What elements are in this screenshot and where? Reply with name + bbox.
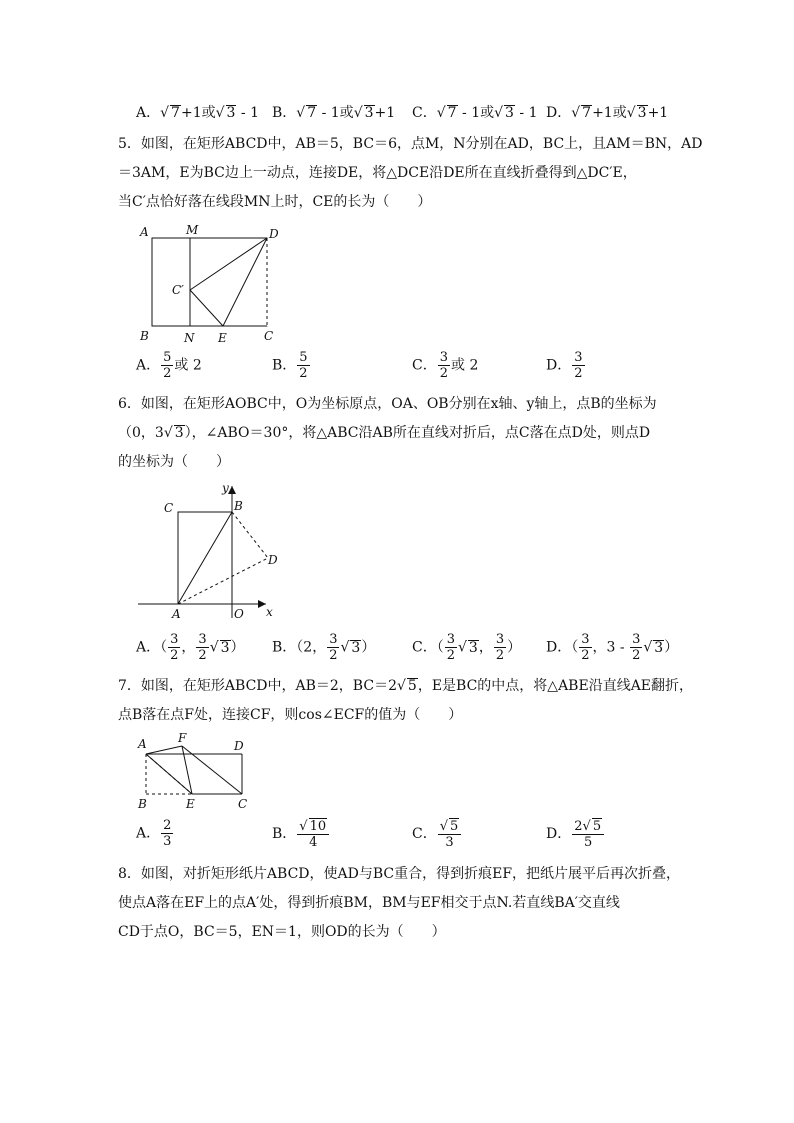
q6-line2: （0，3√ 3），∠ABO＝30°，将△ABC沿AB所在直线对折后，点C落在点D处，则点D [118,425,651,441]
q5-label-e: E [218,331,227,345]
q7-label-d: D [234,739,244,753]
q5-option-b: B． $\frac{5}{2}$ [272,350,308,381]
q8-line2: 使点A落在EF上的点A′处，得到折痕BM，BM与EF相交于点N.若直线BA′交直线 [118,895,620,911]
q5-line3: 当C′点恰好落在线段MN上时，CE的长为（ ） [118,194,432,210]
q5-label-m: M [186,223,199,237]
q5-line2: ＝3AM，E为BC边上一动点，连接DE，将△DCE沿DE所在直线折叠得到△DC′E， [118,165,637,181]
q8-line3: CD于点O，BC＝5，EN＝1，则OD的长为（ ） [118,924,446,940]
question-6 [118,390,678,477]
q5-option-c: C． $\frac{3}{2}$ 或 2 [412,350,479,381]
q7-figure [134,730,264,810]
q5-option-d: D． $\frac{3}{2}$ [546,350,583,381]
q7-line2: 点B落在点F处，连接CF，则cos∠ECF的值为（ ） [118,707,463,723]
q6-label-x: x [266,605,273,619]
q4-option-a: A．√ 7+1或√ 3 - 1 [136,105,259,121]
q5-label-a: A [140,225,149,239]
q6-line3: 的坐标为（ ） [118,454,230,470]
q5-figure [136,220,286,345]
q5-label-b: B [140,329,149,343]
q7-label-f: F [178,731,187,745]
q6-option-c: C．（ $\frac{3}{2}$ √ 3， $\frac{3}{2}$ ） [412,632,522,663]
q7-label-c: C [238,797,248,810]
q5-option-a: A． $\frac{5}{2}$ 或 2 [136,350,202,381]
q7-option-d: D． $\frac{2√ 5}{5}$ [546,818,605,850]
q7-option-a: A． $\frac{2}{3}$ [136,818,172,849]
q5-label-c: C [264,329,274,343]
question-8 [118,860,681,947]
q6-option-a: A．（ $\frac{3}{2}$ ， $\frac{3}{2}$ √ 3） [136,632,245,663]
q6-figure [136,480,286,625]
q6-label-d: D [268,553,278,567]
q5-line1: 5．如图，在矩形ABCD中，AB＝5，BC＝6，点M，N分别在AD，BC上，且AM＝BN，AD [118,136,703,152]
q6-label-a: A [172,607,181,621]
q7-label-b: B [138,797,147,810]
q6-label-b: B [234,499,243,513]
question-7 [118,672,694,730]
q7-label-e: E [186,797,195,810]
q6-label-c: C [164,501,174,515]
question-5 [118,130,703,217]
q5-label-d: D [269,227,279,241]
q4-option-d: D．√ 7+1或√ 3+1 [546,105,669,121]
q4-option-b: B．√ 7 - 1或√ 3+1 [272,105,396,121]
q5-label-c-prime: C′ [172,283,184,297]
q8-line1: 8．如图，对折矩形纸片ABCD，使AD与BC重合，得到折痕EF，把纸片展平后再次折叠， [118,866,681,882]
q6-option-b: B．（2， $\frac{3}{2}$ √ 3） [272,632,376,663]
q6-label-y: y [222,481,229,495]
q6-label-o: O [234,607,244,621]
q6-option-d: D．（ $\frac{3}{2}$ ，3 - $\frac{3}{2}$ √ 3） [546,632,679,663]
q6-line1: 6．如图，在矩形AOBC中，O为坐标原点，OA、OB分别在x轴、y轴上，点B的坐标为 [118,396,657,412]
q7-line1: 7．如图，在矩形ABCD中，AB＝2，BC＝2√ 5，E是BC的中点，将△ABE沿直线AE翻折， [118,678,694,694]
q5-label-n: N [184,331,195,345]
q7-label-a: A [138,737,147,751]
q4-option-c: C．√ 7 - 1或√ 3 - 1 [412,105,538,121]
q7-option-c: C． $\frac{√ 5}{3}$ [412,818,462,850]
q7-option-b: B． $\frac{√ 10}{4}$ [272,818,330,850]
